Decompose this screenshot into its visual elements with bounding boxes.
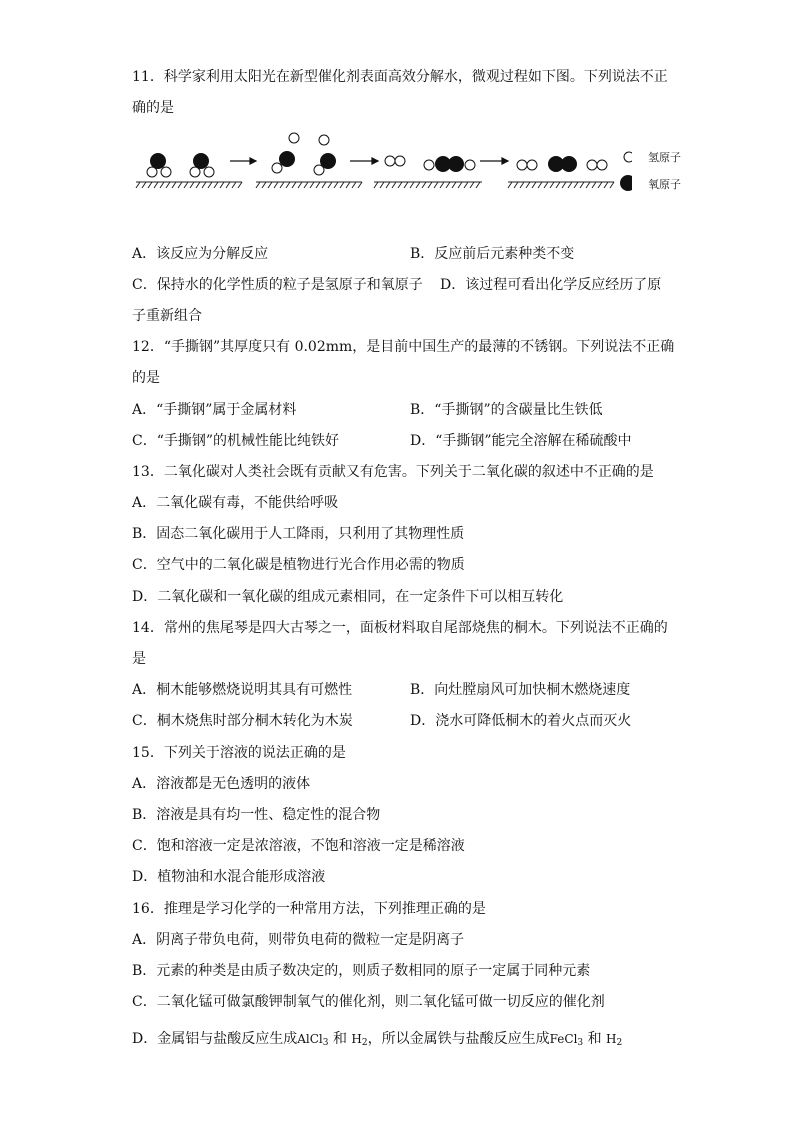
- arrow-3: [480, 158, 508, 164]
- legend-hydrogen-label: 氢原子: [648, 151, 681, 164]
- q16-stem: 16．推理是学习化学的一种常用方法，下列推理正确的是: [132, 901, 486, 917]
- q13-stem: 13．二氧化碳对人类社会既有贡献又有危害。下列关于二氧化碳的叙述中不正确的是: [132, 464, 654, 480]
- formula-fecl3: FeCl$_3$: [549, 1032, 584, 1048]
- formula-alcl3: AlCl$_3$: [297, 1032, 329, 1048]
- q14-stem-line1: 14．常州的焦尾琴是四大古琴之一，面板材料取自尾部烧焦的桐木。下列说法不正确的: [132, 620, 668, 636]
- hydrogen-molecule-1: [385, 156, 405, 166]
- formula-h2-2: $H_2$: [606, 1032, 623, 1048]
- q12-stem-line1: 12．“手撕钢”其厚度只有 0.02mm，是目前中国生产的最薄的不锈钢。下列说法不正确: [132, 339, 675, 355]
- catalyst-surface-4: [508, 182, 614, 188]
- water-decomposition-diagram: [132, 130, 632, 192]
- q12-option-b: B．“手撕钢”的含碳量比生铁低: [410, 402, 603, 418]
- dissociated-atoms: [272, 133, 336, 175]
- oxygen-molecule: [548, 156, 577, 172]
- q13-option-b: B．固态二氧化碳用于人工降雨，只利用了其物理性质: [132, 526, 465, 542]
- q16-option-d-text1: D．金属铝与盐酸反应生成: [132, 1031, 298, 1047]
- arrow-2: [350, 158, 378, 164]
- water-molecule-2: [190, 153, 214, 177]
- q11-option-d: D．该过程可看出化学反应经历了原: [440, 277, 662, 293]
- q12-option-d: D．“手撕钢”能完全溶解在稀硫酸中: [410, 433, 632, 449]
- q16-option-b: B．元素的种类是由质子数决定的，则质子数相同的原子一定属于同种元素: [132, 963, 591, 979]
- q16-option-c: C．二氧化锰可做氯酸钾制氧气的催化剂，则二氧化锰可做一切反应的催化剂: [132, 994, 605, 1010]
- legend-oxygen-symbol: [620, 175, 632, 191]
- catalyst-surface-1: [136, 182, 242, 188]
- q14-option-a: A．桐木能够燃烧说明其具有可燃性: [132, 682, 353, 698]
- hydrogen-molecule-2: [517, 160, 537, 170]
- q15-option-a: A．溶液都是无色透明的液体: [132, 776, 311, 792]
- formula-h2-1: $H_2$: [351, 1032, 368, 1048]
- q11-stem-line1: 11．科学家利用太阳光在新型催化剂表面高效分解水，微观过程如下图。下列说法不正: [132, 69, 668, 85]
- q13-option-c: C．空气中的二氧化碳是植物进行光合作用必需的物质: [132, 557, 465, 573]
- q16-option-a: A．阴离子带负电荷，则带负电荷的微粒一定是阴离子: [132, 932, 465, 948]
- q14-option-d: D．浇水可降低桐木的着火点而灭火: [410, 713, 632, 729]
- catalyst-surface-2: [256, 182, 362, 188]
- q16-option-d: D．金属铝与盐酸反应生成AlCl$_3$ 和 $H_2$，所以金属铁与盐酸反应生成FeCl$_3$ 和 $H_2$: [132, 1031, 623, 1048]
- q14-option-b: B．向灶膛扇风可加快桐木燃烧速度: [410, 682, 631, 698]
- hydrogen-molecule-3: [587, 160, 607, 170]
- q15-stem: 15．下列关于溶液的说法正确的是: [132, 745, 346, 761]
- q16-option-d-text2: ，所以金属铁与盐酸反应生成: [367, 1031, 550, 1047]
- regrouping-atoms: [424, 156, 475, 172]
- q11-stem-line2: 确的是: [132, 100, 174, 116]
- legend-oxygen-label: 氧原子: [648, 178, 681, 191]
- q11-option-c: C．保持水的化学性质的粒子是氢原子和氧原子: [132, 277, 423, 293]
- q12-stem-line2: 的是: [132, 370, 160, 386]
- catalyst-surface-3: [374, 182, 482, 188]
- q11-option-a: A．该反应为分解反应: [132, 246, 269, 262]
- q14-stem-line2: 是: [132, 651, 146, 667]
- q14-option-c: C．桐木烧焦时部分桐木转化为木炭: [132, 713, 353, 729]
- q13-option-d: D．二氧化碳和一氧化碳的组成元素相同，在一定条件下可以相互转化: [132, 589, 564, 605]
- legend-hydrogen-symbol: [624, 152, 632, 162]
- arrow-1: [230, 158, 256, 164]
- water-molecule-1: [147, 153, 171, 177]
- q12-option-c: C．“手撕钢”的机械性能比纯铁好: [132, 433, 340, 449]
- q15-option-d: D．植物油和水混合能形成溶液: [132, 869, 326, 885]
- q11-option-b: B．反应前后元素种类不变: [410, 246, 575, 262]
- q11-option-d-cont: 子重新组合: [132, 308, 202, 324]
- q15-option-b: B．溶液是具有均一性、稳定性的混合物: [132, 807, 381, 823]
- q15-option-c: C．饱和溶液一定是浓溶液，不饱和溶液一定是稀溶液: [132, 838, 465, 854]
- q13-option-a: A．二氧化碳有毒，不能供给呼吸: [132, 495, 339, 511]
- q12-option-a: A．“手撕钢”属于金属材料: [132, 402, 297, 418]
